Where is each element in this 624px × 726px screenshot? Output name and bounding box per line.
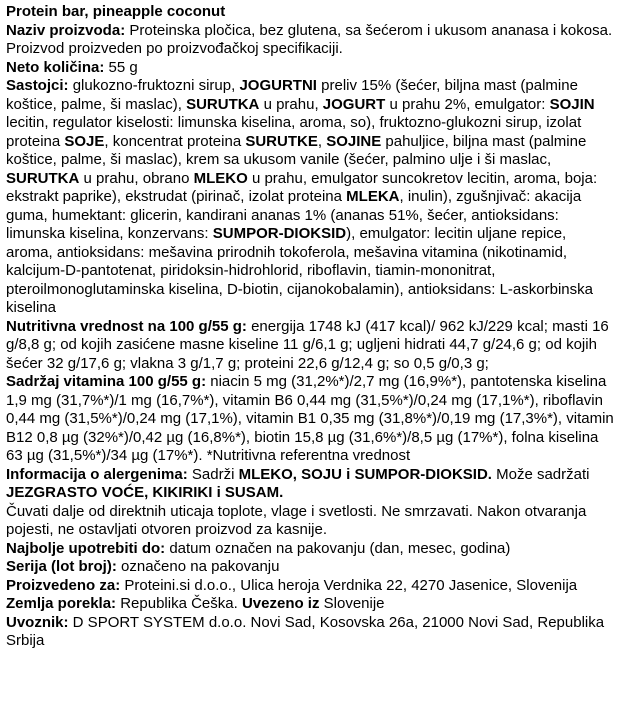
allergen-info	[6, 466, 617, 503]
text-segment: Proteini.si d.o.o., Ulica heroja Verdnika 22, 4270 Jasenice, Slovenija	[120, 576, 578, 594]
text-segment: glukozno-fruktozni sirup,	[68, 77, 240, 94]
text-segment: u prahu, obrano	[79, 169, 194, 187]
bold-text-segment: Sadržaj vitamina 100 g/55 g:	[6, 373, 207, 390]
bold-text-segment: SURUTKA	[186, 95, 260, 113]
bold-text-segment: Serija (lot broj):	[6, 558, 117, 575]
bold-text-segment: Sastojci:	[6, 77, 69, 94]
text-segment: označeno na pakovanju	[116, 558, 280, 575]
text-segment: Čuvati dalje od direktnih uticaja toplote, vlage i svetlosti. Ne smrzavati. Nakon otvaranja pojesti, ne ostavljati otvoren proizvod za kasnije.	[6, 502, 587, 538]
text-segment: D SPORT SYSTEM d.o.o. Novi Sad, Kosovska 26a, 21000 Novi Sad, Republika Srbija	[6, 613, 605, 649]
bold-text-segment: JOGURT	[322, 95, 386, 113]
bold-text-segment: Najbolje upotrebiti do:	[6, 539, 166, 557]
bold-text-segment: MLEKO, SOJU i SUMPOR-DIOKSID.	[238, 465, 492, 483]
text-segment: ), emulgator: lecitin uljane repice, aroma, antioksidans: mešavina prirodnih tokoferola, mešavina vitamina (nikotinamid, kalcijum-D-pantotenat, piridoksin-hidrohlorid, riboflavin, tiamin-mononitrat, pteroilmonoglutaminska kiselina, D-biotin, cijanokobalamin), antioksidans: L-askorbinska kiselina	[6, 225, 593, 316]
lot-number	[6, 558, 617, 577]
bold-text-segment: SOJE	[64, 132, 105, 150]
bold-text-segment: Proizvedeno za:	[6, 576, 121, 594]
importer	[6, 614, 617, 651]
text-segment: u prahu,	[259, 95, 323, 113]
text-segment: u prahu, emulgator suncokretov lecitin, aroma, boja: ekstrakt paprike), ekstrudat (pirinač, izolat proteina	[6, 169, 598, 205]
nutrition-values	[6, 318, 617, 374]
text-segment: u prahu 2%, emulgator:	[385, 95, 550, 113]
net-quantity	[6, 59, 617, 78]
bold-text-segment: SUMPOR-DIOKSID	[212, 225, 347, 242]
bold-text-segment: SURUTKE	[245, 132, 318, 150]
text-segment: preliv 15% (šećer, biljna mast (palmine koštice, palme, ši maslac),	[6, 77, 578, 113]
bold-text-segment: Naziv proizvoda:	[6, 21, 126, 39]
product-name	[6, 22, 617, 59]
produced-for	[6, 577, 617, 596]
bold-text-segment: SURUTKA	[6, 169, 80, 187]
text-segment: pahuljice, biljna mast (palmine koštice, palme, ši maslac), krem sa ukusom vanile (šećer, palmino ulje i ši maslac,	[6, 132, 587, 168]
best-before	[6, 540, 617, 559]
text-segment: , inulin), zgušnjivač: akacija guma, humektant: glicerin, kandirani ananas 1% (ananas 51%, šećer, antioksidans: limunska kiselina, konzervans:	[6, 188, 582, 242]
text-segment: Sadrži	[187, 465, 239, 483]
country-of-origin	[6, 595, 617, 614]
storage-instructions	[6, 503, 617, 540]
text-segment: datum označen na pakovanju (dan, mesec, godina)	[165, 539, 511, 557]
text-segment: Slovenije	[319, 595, 385, 612]
text-segment: energija 1748 kJ (417 kcal)/ 962 kJ/229 kcal; masti 16 g/8,8 g; od kojih zasićene masne kiseline 11 g/6,1 g; ugljeni hidrati 44,7 g/24,6 g; od kojih šećer 32 g/17,6 g; vlakna 3 g/1,7 g; proteini 22,6 g/12,4 g; so 0,5 g/0,3 g;	[6, 317, 609, 372]
bold-text-segment: JOGURTNI	[239, 77, 317, 94]
ingredients	[6, 77, 617, 318]
bold-text-segment: MLEKA	[346, 188, 400, 205]
text-segment: 55 g	[104, 58, 138, 76]
vitamin-content	[6, 373, 617, 466]
text-segment: lecitin, regulator kiselosti: limunska kiselina, aroma, so), fruktozno-glukozni sirup, izolat proteina	[6, 114, 582, 150]
product-title	[6, 3, 617, 22]
text-segment: Proteinska pločica, bez glutena, sa šećerom i ukusom ananasa i kokosa. Proizvod proizveden po proizvođačkoj specifikaciji.	[6, 21, 613, 57]
text-segment: Može sadržati	[491, 465, 590, 483]
text-segment: niacin 5 mg (31,2%*)/2,7 mg (16,9%*), pantotenska kiselina 1,9 mg (31,7%*)/1 mg (16,7%*), vitamin B6 0,44 mg (31,5%*)/0,24 mg (17,1%*), riboflavin 0,44 mg (31,5%*)/0,24 mg (17,1%), vitamin B1 0,35 mg (31,8%*)/0,19 mg (17,3%*), vitamin B12 0,8 µg (32%*)/0,42 µg (16,8%*), biotin 15,8 µg (31,6%*)/8,5 µg (17%*), folna kiselina 63 µg (31,5%*)/34 µg (17%*). *Nutritivna referentna vrednost	[6, 373, 614, 464]
bold-text-segment: Protein bar, pineapple coconut	[6, 3, 226, 20]
bold-text-segment: JEZGRASTO VOĆE, KIKIRIKI i SUSAM.	[6, 484, 284, 501]
bold-text-segment: SOJIN	[549, 95, 595, 113]
bold-text-segment: Neto količina:	[6, 58, 105, 76]
text-segment: ,	[317, 132, 327, 150]
bold-text-segment: SOJINE	[326, 132, 382, 150]
bold-text-segment: MLEKO	[193, 169, 248, 187]
bold-text-segment: Zemlja porekla:	[6, 595, 117, 612]
bold-text-segment: Uvezeno iz	[241, 595, 320, 612]
text-segment: , koncentrat proteina	[104, 132, 246, 150]
bold-text-segment: Nutritivna vrednost na 100 g/55 g:	[6, 317, 247, 335]
text-segment: Republika Češka.	[116, 595, 242, 612]
bold-text-segment: Informacija o alergenima:	[6, 465, 188, 483]
bold-text-segment: Uvoznik:	[6, 613, 69, 631]
